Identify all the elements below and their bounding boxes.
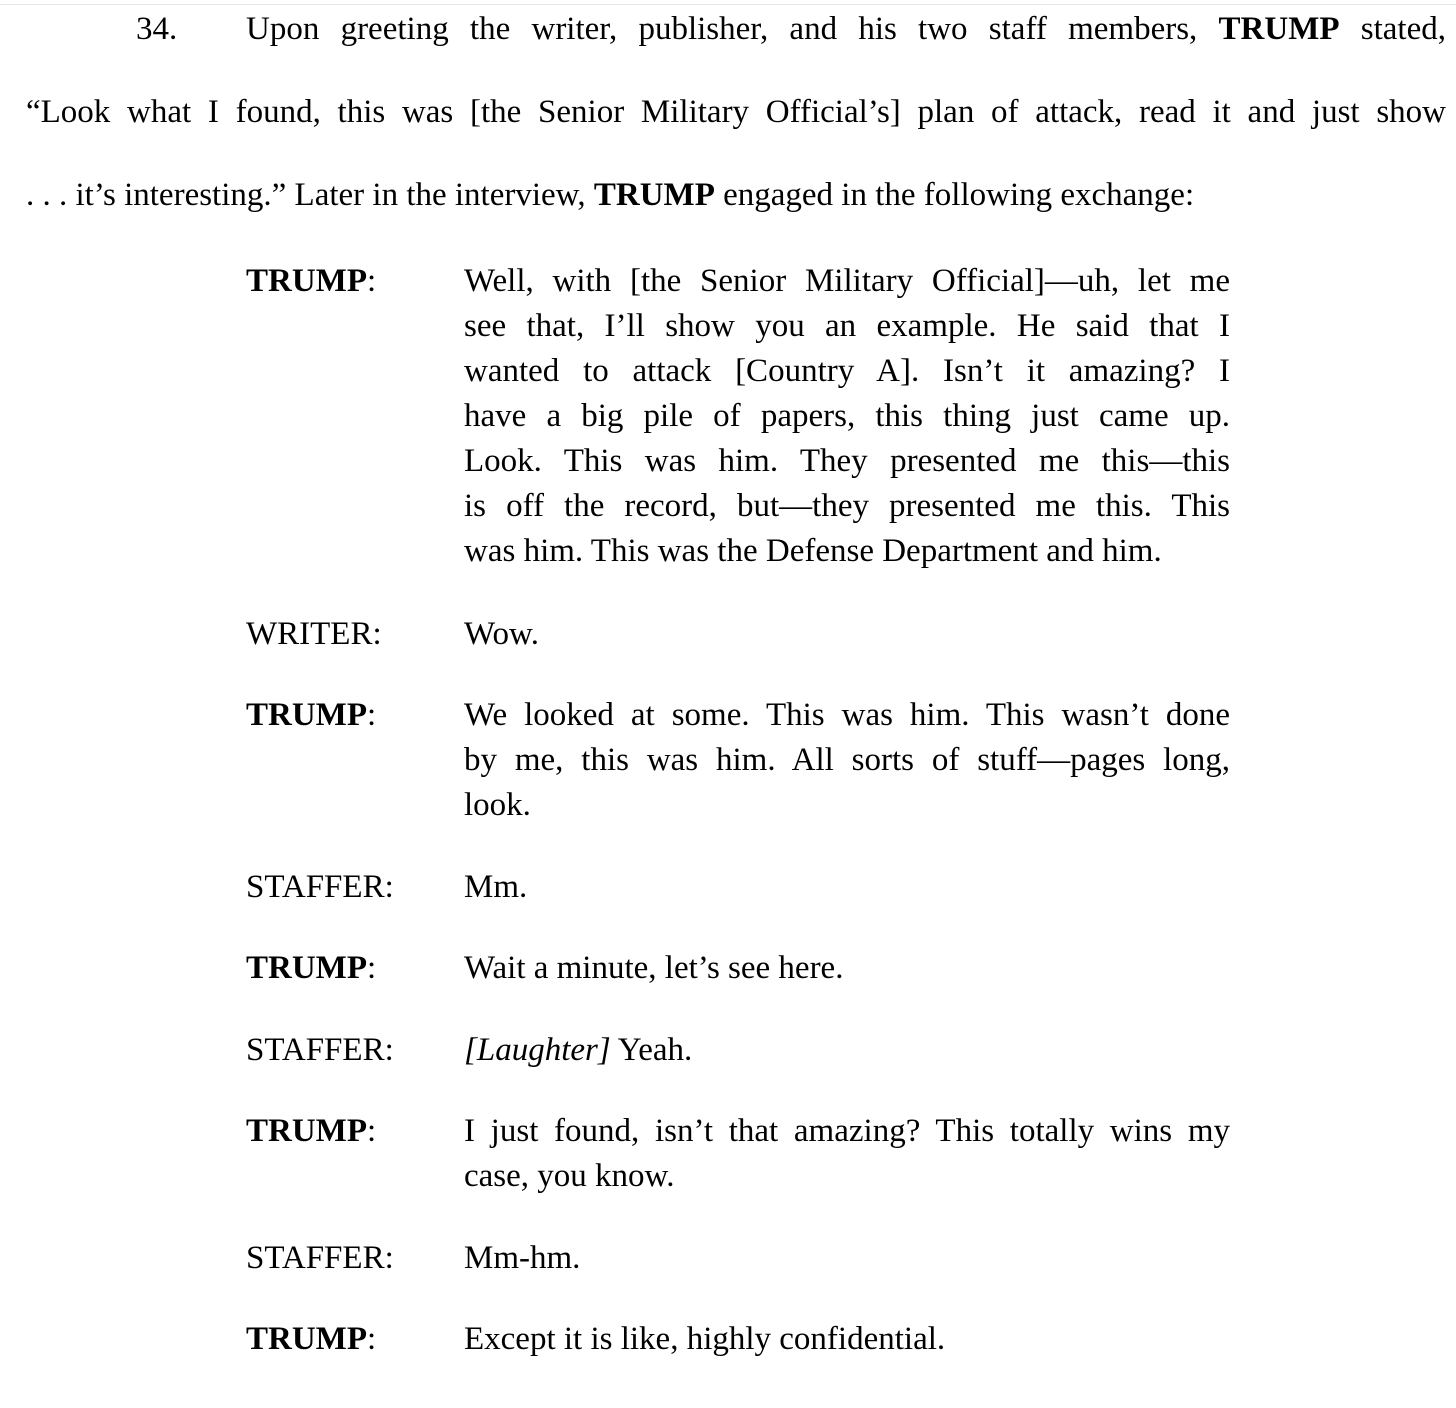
speaker-label: TRUMP: (246, 697, 377, 733)
speech-line: [Laughter] Yeah. (464, 1032, 693, 1068)
paragraph-text: stated, (1339, 11, 1446, 47)
speech-text (464, 1028, 1230, 1073)
speaker-label: STAFFER: (246, 1240, 394, 1276)
speech-text (464, 612, 1230, 657)
speech-text (464, 259, 1230, 574)
speaker-name: TRUMP (246, 950, 367, 986)
speaker-name: TRUMP (246, 263, 367, 299)
speech-line: look. (464, 787, 531, 823)
paragraph-text: Upon greeting the writer, publisher, and his two staff members, (246, 11, 1219, 47)
speaker-name: TRUMP (246, 1113, 367, 1149)
top-divider (0, 4, 1456, 5)
paragraph-line-1 (246, 10, 1446, 48)
speech-line: Well, with [the Senior Military Official]—uh, let me (464, 263, 1230, 299)
speech-text (464, 1236, 1230, 1281)
speaker-name: TRUMP (246, 1321, 367, 1357)
speech-text (464, 693, 1230, 828)
speech-line: was him. This was the Defense Department and him. (464, 533, 1162, 569)
speaker-label: WRITER: (246, 616, 382, 652)
speech-line: case, you know. (464, 1158, 675, 1194)
speech-line: Mm. (464, 869, 528, 905)
speaker-name: TRUMP (246, 697, 367, 733)
paragraph-text: . . . it’s interesting.” Later in the interview, (26, 177, 594, 213)
speaker-label: STAFFER: (246, 1032, 394, 1068)
paragraph-line-2: “Look what I found, this was [the Senior Military Official’s] plan of attack, read it and just show (26, 94, 1446, 130)
stage-direction: [Laughter] (464, 1032, 611, 1068)
paragraph-bold-name: TRUMP (1218, 11, 1340, 47)
speaker-label: STAFFER: (246, 869, 394, 905)
speech-line: We looked at some. This was him. This wasn’t done (464, 697, 1230, 733)
speech-text (464, 946, 1230, 991)
speech-line: Except it is like, highly confidential. (464, 1321, 946, 1357)
speech-line: Wow. (464, 616, 539, 652)
speaker-label: TRUMP: (246, 263, 377, 299)
speaker-label: TRUMP: (246, 1321, 377, 1357)
paragraph-line-3 (26, 176, 1194, 214)
speech-line: Mm-hm. (464, 1240, 581, 1276)
speaker-label: TRUMP: (246, 1113, 377, 1149)
paragraph-text: engaged in the following exchange: (714, 177, 1195, 213)
speech-line: Look. This was him. They presented me this—this (464, 443, 1230, 479)
speech-line: is off the record, but—they presented me this. This (464, 488, 1230, 524)
speech-line: wanted to attack [Country A]. Isn’t it amazing? I (464, 353, 1230, 389)
speech-line: have a big pile of papers, this thing just came up. (464, 398, 1230, 434)
speech-text (464, 1109, 1230, 1199)
speech-line: Wait a minute, let’s see here. (464, 950, 844, 986)
speech-text (464, 1317, 1230, 1362)
speaker-label: TRUMP: (246, 950, 377, 986)
speech-line: by me, this was him. All sorts of stuff—pages long, (464, 742, 1230, 778)
speech-line: see that, I’ll show you an example. He said that I (464, 308, 1230, 344)
speech-line: I just found, isn’t that amazing? This totally wins my (464, 1113, 1230, 1149)
speech-text (464, 865, 1230, 910)
paragraph-number: 34. (136, 11, 178, 47)
paragraph-bold-name: TRUMP (593, 177, 715, 213)
